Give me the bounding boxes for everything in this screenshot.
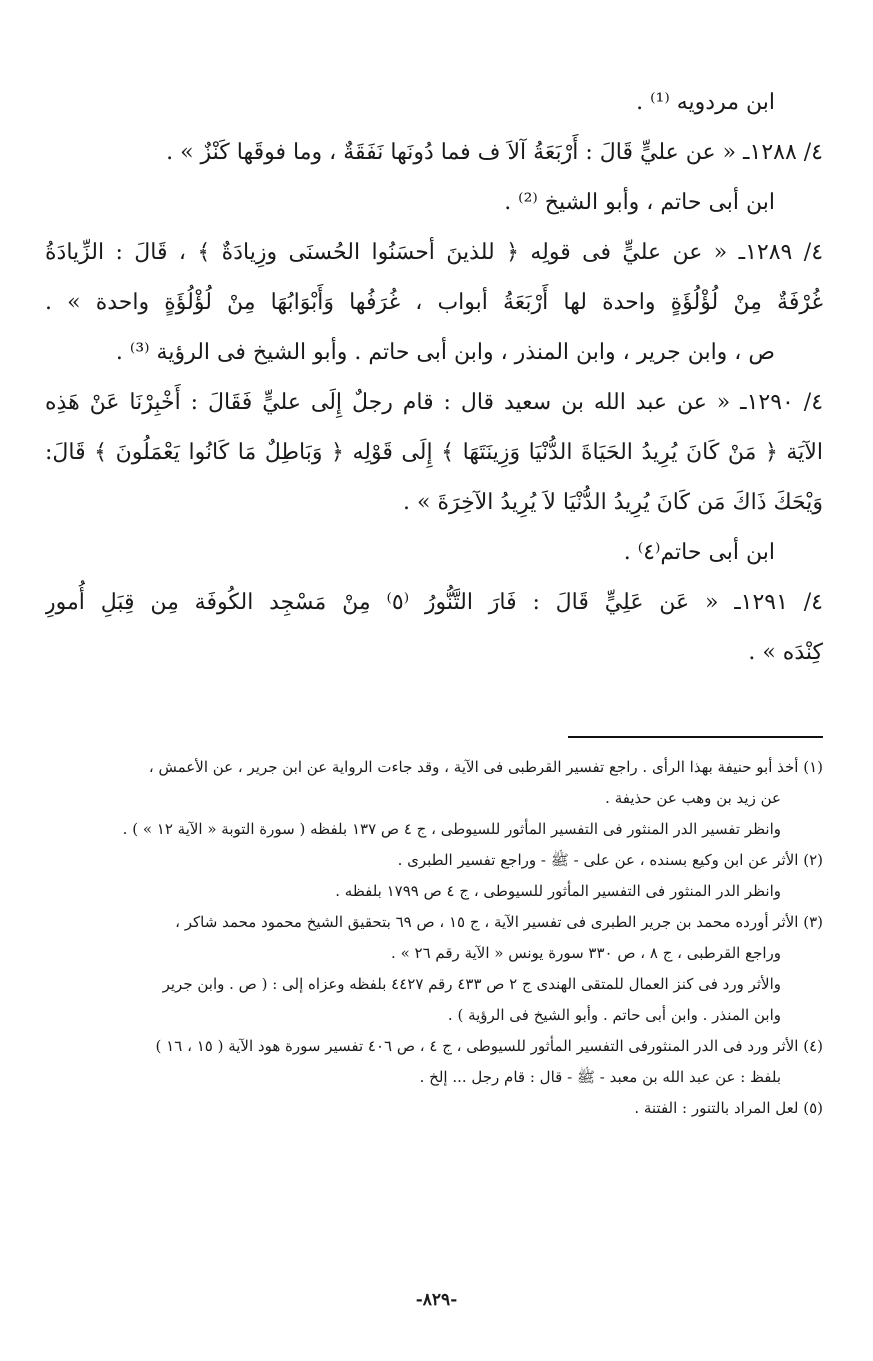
hadith-1291-line: ٤/ ١٢٩١ـ « عَن عَلِيٍّ قَالَ : فَارَ التَّنُّورُ ⁽٥⁾ مِنْ مَسْجِد الكُوفَة مِن قِبَلِ أُمورِ [45,590,823,615]
text-line: وَيْحَكَ ذَاكَ مَن كَانَ يُرِيدُ الدُّنْيَا لاَ يُرِيدُ الآخِرَةَ » . [403,490,823,515]
hadith-1289-line: ٤/ ١٢٨٩ـ « عن عليٍّ فى قولِه ﴿ للذينَ أحسَنُوا الحُسنَى وزِيادَةٌ ﴾ ، قَالَ : الزِّيادَةُ [45,240,823,265]
text-line: ابن أبى حاتم ، وأبو الشيخ ⁽²⁾ . [504,190,775,215]
footnote-divider [568,736,823,738]
footnote-5: (٥) لعل المراد بالتنور : الفتنة . [634,1099,823,1117]
text-line: ابن مردويه ⁽¹⁾ . [636,90,775,115]
footnote-line: وابن المنذر . وابن أبى حاتم . وأبو الشيخ فى الرؤية ) . [447,1006,781,1024]
text-line: الآيَة ﴿ مَنْ كَانَ يُرِيدُ الحَيَاةَ الدُّنْيَا وَزِينَتَهَا ﴾ إِلَى قَوْلِه ﴿ وَبَاطِلٌ مَا كَانُوا يَعْمَلُونَ ﴾ قَالَ: [45,440,823,465]
footnotes [45,752,823,1124]
footnote-2: (٢) الأثر عن ابن وكيع بسنده ، عن على - ﷺ - وراجع تفسير الطبرى . [397,851,823,869]
main-text [45,78,823,678]
footnote-line: وراجع القرطبى ، ج ٨ ، ص ٣٣٠ سورة يونس « الآية رقم ٢٦ » . [391,944,781,962]
text-line: ابن أبى حاتم⁽٤⁾ . [623,540,775,565]
hadith-1290-line: ٤/ ١٢٩٠ـ « عن عبد الله بن سعيد قال : قام رجلٌ إِلَى عليٍّ فَقَالَ : أَخْبِرْنَا عَنْ هَذِه [45,390,823,415]
page-number: -٨٢٩- [415,1290,458,1310]
text-line: كِنْدَه » . [748,640,823,665]
text-line: غُرْفَةٌ مِنْ لُؤْلُؤَةٍ واحدة لها أَرْبَعَةُ أبواب ، غُرَفُها وَأَبْوَابُهَا مِنْ لُؤْلُؤَةٍ واحدة » . [45,290,823,315]
footnote-line: وانظر الدر المنثور فى التفسير المأثور للسيوطى ، ج ٤ ص ١٧٩٩ بلفظه . [335,882,781,900]
footnote-line: وانظر تفسير الدر المنثور فى التفسير المأثور للسيوطى ، ج ٤ ص ١٣٧ بلفظه ( سورة التوبة « الآية ١٢ » ) . [122,820,781,838]
hadith-1288-line: ٤/ ١٢٨٨ـ « عن عليٍّ قَالَ : أَرْبَعَةُ آلاَ ف فما دُونَها نَفَقَةٌ ، وما فوقَها كَنْزٌ » . [166,140,823,165]
footnote-line: عن زيد بن وهب عن حذيفة . [605,789,781,807]
footnote-4: (٤) الأثر ورد فى الدر المنثورفى التفسير المأثور للسيوطى ، ج ٤ ، ص ٤٠٦ تفسير سورة هود الآية ( ١٥ ، ١٦ ) [155,1037,823,1055]
footnote-line: بلفظ : عن عبد الله بن معبد - ﷺ - قال : قام رجل ... إلخ . [419,1068,781,1086]
text-line: ص ، وابن جرير ، وابن المنذر ، وابن أبى حاتم . وأبو الشيخ فى الرؤية ⁽³⁾ . [115,340,775,365]
footnote-line: والأثر ورد فى كنز العمال للمتقى الهندى ج ٢ ص ٤٣٣ رقم ٤٤٢٧ بلفظه وعزاه إلى : ( ص . وابن جرير [162,975,781,993]
footnote-1: (١) أخذ أبو حنيفة بهذا الرأى . راجع تفسير القرطبى فى الآية ، وقد جاءت الرواية عن ابن جرير ، عن الأعمش ، [148,758,823,776]
footnote-3: (٣) الأثر أورده محمد بن جرير الطبرى فى تفسير الآية ، ج ١٥ ، ص ٦٩ بتحقيق الشيخ محمود محمد شاكر ، [175,913,823,931]
